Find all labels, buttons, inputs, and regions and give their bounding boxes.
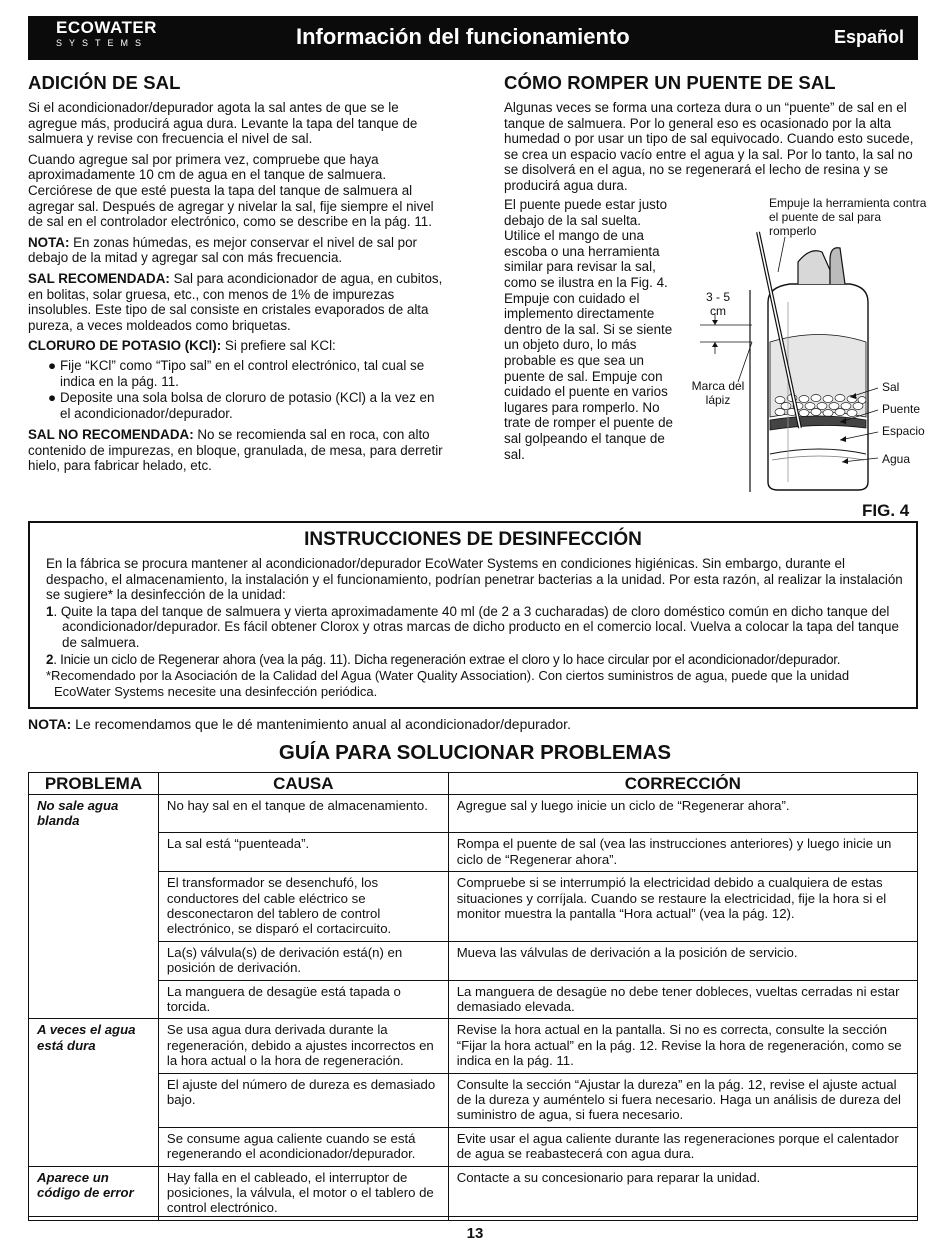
- troubleshooting-table: [28, 772, 918, 1221]
- kcl-label: CLORURO DE POTASIO (KCl):: [28, 338, 222, 354]
- table-row: [29, 872, 918, 942]
- ecowater-logo: [56, 19, 157, 48]
- step-2-number: 2: [46, 651, 54, 667]
- kcl-intro: [28, 338, 448, 354]
- fix-cell: Evite usar el agua caliente durante las regeneraciones porque el calentador de agua se reabastecerá con agua dura.: [448, 1127, 917, 1166]
- sal-no-recomendada-text: No se recomienda sal en roca, con alto contenido de impurezas, en bloque, granulada, de mesa, para derretir hielo, para fabricar helado, etc.: [28, 427, 443, 474]
- header-problema: PROBLEMA: [29, 773, 159, 795]
- adicion-title: ADICIÓN DE SAL: [28, 72, 181, 93]
- fix-cell: Rompa el puente de sal (vea las instrucciones anteriores) y luego inicie un ciclo de “Regenerar ahora”.: [448, 833, 917, 872]
- problem-cell-empty: [29, 833, 159, 872]
- puente-title: CÓMO ROMPER UN PUENTE DE SAL: [504, 72, 836, 93]
- nota-mant-label: NOTA:: [28, 716, 72, 732]
- step-1-number: 1: [46, 603, 54, 619]
- table-row: [29, 941, 918, 980]
- table-row: [29, 1166, 918, 1220]
- problem-cell: Aparece un código de error: [29, 1166, 159, 1220]
- step-2-text: . Inicie un ciclo de Regenerar ahora (vea la pág. 11). Dicha regeneración extrae el cloro y lo hace circular por el acondicionador/depurador.: [53, 651, 841, 667]
- sal-recomendada: [28, 271, 448, 333]
- fix-cell: Contacte a su concesionario para reparar la unidad.: [448, 1166, 917, 1220]
- cause-cell: La manguera de desagüe está tapada o torcida.: [158, 980, 448, 1019]
- header-causa: CAUSA: [158, 773, 448, 795]
- figure-label-puente: Puente: [882, 402, 921, 416]
- page-header: [28, 16, 918, 60]
- puente-de-sal-section: [504, 72, 924, 199]
- footer-rule: [28, 1216, 918, 1217]
- list-item: [48, 358, 448, 389]
- fix-cell: Mueva las válvulas de derivación a la posición de servicio.: [448, 941, 917, 980]
- adicion-paragraph-1: Si el acondicionador/depurador agota la sal antes de que se le agregue más, producirá agua dura. Levante la tapa del tanque de salmuera y revise con frecuencia el nivel de sal.: [28, 100, 418, 147]
- header-correccion: CORRECCIÓN: [448, 773, 917, 795]
- sal-recomendada-label: SAL RECOMENDADA:: [28, 270, 170, 286]
- problem-cell: No sale agua blanda: [29, 795, 159, 833]
- cause-cell: Se consume agua caliente cuando se está regenerando el acondicionador/depurador.: [158, 1127, 448, 1166]
- table-row: [29, 795, 918, 833]
- desinfeccion-box: [28, 521, 918, 709]
- adicion-de-sal-section: [28, 72, 448, 479]
- step-1-text: . Quite la tapa del tanque de salmuera y vierta aproximadamente 40 ml (de 2 a 3 cucharadas) de cloro doméstico común en dicho tanque del acondicionador/depurador. Es fácil obtener Clorox y otras marcas de dicho producto en el comercio local. Vuelva a colocar la tapa del tanque de salmuera.: [53, 603, 899, 650]
- fix-cell: Agregue sal y luego inicie un ciclo de “Regenerar ahora”.: [448, 795, 917, 833]
- page-number: 13: [466, 1225, 484, 1242]
- brand-subtitle: SYSTEMS: [56, 38, 149, 48]
- desinfeccion-step-2: [46, 652, 908, 668]
- table-row: [29, 1127, 918, 1166]
- language-label: Español: [833, 27, 904, 47]
- nota-label: NOTA:: [28, 234, 70, 250]
- table-row: [29, 1073, 918, 1127]
- cause-cell: La sal está “puenteada”.: [158, 833, 448, 872]
- list-item: [48, 390, 448, 421]
- sal-no-recomendada-label: SAL NO RECOMENDADA:: [28, 427, 194, 443]
- page-title: Información del funcionamiento: [296, 24, 630, 49]
- figure-label-marca: Marca del lápiz: [691, 379, 745, 407]
- fix-cell: La manguera de desagüe no debe tener dobleces, vueltas cerradas ni estar demasiado elevada.: [448, 980, 917, 1019]
- figure-4-illustration: [680, 192, 930, 502]
- sal-no-recomendada: [28, 427, 448, 474]
- nota-text: En zonas húmedas, es mejor conservar el nivel de sal por debajo de la mitad y agregar sal con más frecuencia.: [28, 234, 417, 266]
- desinfeccion-body: [46, 556, 908, 700]
- problem-cell-empty: [29, 980, 159, 1019]
- nota-mant-text: Le recomendamos que le dé mantenimiento anual al acondicionador/depurador.: [71, 716, 571, 732]
- problem-cell: A veces el agua está dura: [29, 1019, 159, 1073]
- problem-cell-empty: [29, 941, 159, 980]
- problem-cell-empty: [29, 1127, 159, 1166]
- desinfeccion-title: INSTRUCCIONES DE DESINFECCIÓN: [304, 529, 642, 550]
- problem-cell-empty: [29, 872, 159, 942]
- bullet-icon: ●: [48, 390, 57, 406]
- kcl-text: Si prefiere sal KCl:: [221, 338, 336, 354]
- table-header-row: [29, 773, 918, 795]
- figure-label-espacio: Espacio: [882, 424, 925, 438]
- adicion-nota: [28, 235, 448, 266]
- cause-cell: No hay sal en el tanque de almacenamiento.: [158, 795, 448, 833]
- desinfeccion-footnote: *Recomendado por la Asociación de la Calidad del Agua (Water Quality Association). Con ciertos suministros de agua, puede que la unidad EcoWater Systems necesite una desinfección periódica.: [46, 668, 850, 699]
- kcl-item-1: Fije “KCl” como “Tipo sal” en el control electrónico, tal cual se indica en la pág. 11.: [60, 357, 425, 389]
- table-row: [29, 833, 918, 872]
- fix-cell: Revise la hora actual en la pantalla. Si no es correcta, consulte la sección “Fijar la hora actual” en la pág. 12. Revise la hora de regeneración, como se indica en la pág. 11.: [448, 1019, 917, 1073]
- cause-cell: Se usa agua dura derivada durante la regeneración, debido a ajustes incorrectos en la hora actual o la hora de regeneración.: [158, 1019, 448, 1073]
- figure-label-sal: Sal: [882, 380, 900, 394]
- cause-cell: El transformador se desenchufó, los conductores del cable eléctrico se desconectaron del tablero de control electrónico, se disparó el cortacircuito.: [158, 872, 448, 942]
- cause-cell: La(s) válvula(s) de derivación está(n) en posición de derivación.: [158, 941, 448, 980]
- puente-paragraph-1: Algunas veces se forma una corteza dura o un “puente” de sal en el tanque de salmuera. Por lo general eso es ocasionado por la alta humedad o por usar un tipo de sal equivocado. Cuando esto sucede, se crea un espacio vacío entre el agua y la sal. Por lo tanto, la sal no se disolverá en el agua, no se regenerará el lecho de resina y se producirá agua dura.: [504, 100, 914, 193]
- nota-mantenimiento: [28, 716, 571, 732]
- cause-cell: Hay falla en el cableado, el interruptor de posiciones, la válvula, el motor o el tablero de control electrónico.: [158, 1166, 448, 1220]
- figure-label-agua: Agua: [882, 452, 911, 466]
- fix-cell: Consulte la sección “Ajustar la dureza” en la pág. 12, revise el ajuste actual de la dureza y auméntelo si fuera necesario. Haga un análisis de dureza del suministro de agua, si fuera necesario.: [448, 1073, 917, 1127]
- problem-cell-empty: [29, 1073, 159, 1127]
- figure-label-cm: 3 - 5 cm: [705, 290, 730, 318]
- bullet-icon: ●: [48, 357, 57, 373]
- fix-cell: Compruebe si se interrumpió la electricidad debido a cualquiera de estas situaciones y corríjala. Cuando se restaure la electricidad, fije la hora si el monitor muestra la pantalla “Hora actual” (vea la pág. 12).: [448, 872, 917, 942]
- cause-cell: El ajuste del número de dureza es demasiado bajo.: [158, 1073, 448, 1127]
- table-row: [29, 980, 918, 1019]
- guia-title: GUÍA PARA SOLUCIONAR PROBLEMAS: [278, 741, 672, 764]
- figure-caption: FIG. 4: [862, 501, 910, 520]
- sal-recomendada-text: Sal para acondicionador de agua, en cubitos, en bolitas, solar gruesa, etc., con menos de 1% de impurezas insolubles. Este tipo de sal consiste en cristales evaporados de alta pureza, a veces moldeados como briquetas.: [28, 270, 443, 333]
- desinfeccion-intro: En la fábrica se procura mantener al acondicionador/depurador EcoWater Systems en condiciones higiénicas. Sin embargo, durante el despacho, el almacenamiento, la instalación y el funcionamiento, podrían penetrar bacterias a la unidad. Por esta razón, al realizar la instalación se sugiere* la desinfección de la unidad:: [46, 556, 903, 603]
- adicion-paragraph-2: Cuando agregue sal por primera vez, compruebe que haya aproximadamente 10 cm de agua en el tanque de salmuera. Cerciórese de que esté puesta la tapa del tanque de salmuera al agregar sal. Después de agregar y nivelar la sal, fije siempre el nivel de sal en el controlador electrónico, como se describe en la pág. 11.: [28, 151, 434, 230]
- puente-paragraph-2: El puente puede estar justo debajo de la sal suelta. Utilice el mango de una escoba o una herramienta similar para revisar la sal, como se ilustra en la Fig. 4. Empuje con cuidado el implemento directamente dentro de la sal. Si se siente un objeto duro, lo más probable es que sea un puente de sal. Empuje con cuidado el puente en varios lugares para romperlo. No trate de romper el puente de sal golpeando el tanque de sal.: [504, 197, 673, 462]
- table-row: [29, 1019, 918, 1073]
- kcl-list: [48, 358, 448, 421]
- brand-name: ECOWATER: [56, 18, 157, 37]
- figure-label-push: Empuje la herramienta contra el puente de sal para romperlo: [769, 196, 927, 238]
- desinfeccion-step-1: [46, 604, 908, 651]
- kcl-item-2: Deposite una sola bolsa de cloruro de potasio (KCl) a la vez en el acondicionador/depurador.: [60, 390, 435, 421]
